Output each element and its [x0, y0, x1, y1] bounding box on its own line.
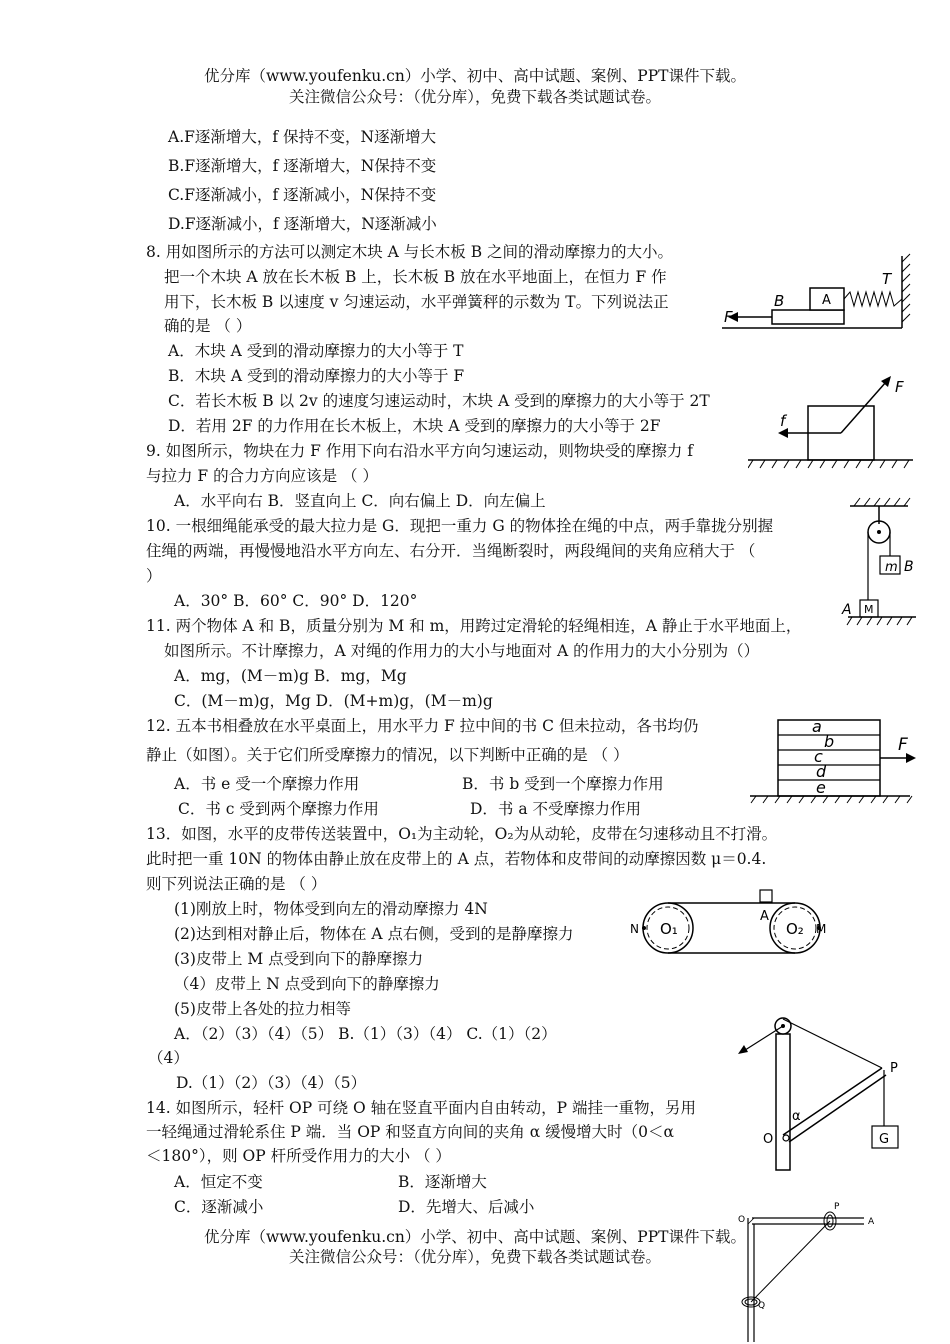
q14-stem-1: 14. 如图所示，轻杆 OP 可绕 O 轴在竖直平面内自由转动，P 端挂一重物，另用	[146, 1099, 696, 1117]
q10-stem-2: 住绳的两端，再慢慢地沿水平方向左、右分开．当绳断裂时，两段绳间的夹角应稍大于 （	[146, 542, 756, 560]
q13-statement-4: （4）皮带上 N 点受到向下的静摩擦力	[174, 975, 440, 993]
q8-fig-label-b: B	[774, 292, 785, 310]
q13-statement-1: (1)刚放上时，物体受到向左的滑动摩擦力 4N	[174, 900, 488, 918]
q12-fig-label-b: b	[824, 732, 835, 751]
q14-fig-label-o: O	[763, 1132, 774, 1147]
q13-statement-3: (3)皮带上 M 点受到向下的静摩擦力	[174, 950, 424, 968]
q12-option-d: D．书 a 不受摩擦力作用	[470, 800, 642, 818]
q8-option-d: D．若用 2F 的力作用在长木板上，木块 A 受到的摩擦力的大小等于 2F	[168, 417, 661, 435]
q13-figure	[630, 888, 830, 956]
q8-stem-1: 8. 用如图所示的方法可以测定木块 A 与长木板 B 之间的滑动摩擦力的大小。	[146, 243, 674, 261]
footer-line-1: 优分库（www.youfenku.cn）小学、初中、高中试题、案例、PPT课件下载。	[203, 1228, 747, 1246]
q13-statement-5: (5)皮带上各处的拉力相等	[174, 1000, 351, 1018]
q11-fig-label-b: B	[904, 559, 914, 575]
q14-option-d: D．先增大、后减小	[398, 1198, 535, 1216]
q15-figure	[734, 1198, 884, 1342]
q13-options-2: D.（1）（2）（3）（4）（5）	[176, 1074, 367, 1092]
q14-option-c: C．逐渐减小	[174, 1198, 264, 1216]
q12-option-a: A．书 e 受一个摩擦力作用	[174, 775, 360, 793]
q13-fig-label-o1: O₁	[660, 920, 678, 938]
q12-fig-label-a: a	[812, 717, 822, 736]
q12-option-c: C．书 c 受到两个摩擦力作用	[178, 800, 379, 818]
q8-fig-label-a: A	[822, 293, 831, 308]
q8-figure	[722, 252, 912, 334]
q11-fig-label-big-m: M	[864, 603, 874, 616]
q12-fig-label-e: e	[816, 778, 826, 797]
q8-stem-4: 确的是 （ ）	[164, 317, 252, 335]
q13-fig-label-m: M	[816, 922, 827, 936]
q8-stem-3: 用下，长木板 B 以速度 v 匀速运动，水平弹簧秤的示数为 T。下列说法正	[164, 293, 669, 311]
q8-option-c: C．若长木板 B 以 2v 的速度匀速运动时，木块 A 受到的摩擦力的大小等于 2T	[168, 392, 710, 410]
q9-stem-2: 与拉力 F 的合力方向应该是 （ ）	[146, 467, 378, 485]
q13-statement-2: (2)达到相对静止后，物体在 A 点右侧，受到的是静摩擦力	[174, 925, 574, 943]
q12-fig-label-c: c	[814, 747, 823, 766]
q8-option-a: A．木块 A 受到的滑动摩擦力的大小等于 T	[168, 342, 464, 360]
q13-stem-1: 13．如图，水平的皮带传送装置中，O₁为主动轮，O₂为从动轮，皮带在匀速移动且不打滑。	[146, 825, 778, 843]
q10-stem-1: 10. 一根细绳能承受的最大拉力是 G．现把一重力 G 的物体拴在绳的中点，两手靠拢分别握	[146, 517, 774, 535]
q11-stem-1: 11. 两个物体 A 和 B，质量分别为 M 和 m，用跨过定滑轮的轻绳相连，A 静止于水平地面上，	[146, 617, 802, 635]
q14-figure	[732, 1010, 912, 1172]
q11-fig-label-m: m	[885, 560, 898, 575]
q13-stem-2: 此时把一重 10N 的物体由静止放在皮带上的 A 点，若物体和皮带间的动摩擦因数 μ＝0.4.	[146, 850, 767, 868]
q9-stem-1: 9. 如图所示，物块在力 F 作用下向右沿水平方向匀速运动，则物块受的摩擦力 f	[146, 442, 693, 460]
q11-fig-label-a: A	[842, 602, 852, 618]
q15-fig-label-o: O	[738, 1215, 746, 1225]
q11-options-1: A．mg，(M－m)g B．mg，Mg	[174, 667, 407, 685]
footer-line-2: 关注微信公众号：（优分库），免费下载各类试题试卷。	[288, 1248, 661, 1266]
q11-options-2: C．(M－m)g，Mg D．(M+m)g，(M－m)g	[174, 692, 493, 710]
q15-fig-label-a: A	[868, 1217, 875, 1227]
q10-options: A．30° B．60° C．90° D．120°	[174, 592, 418, 610]
q7-option-d: D.F逐渐减小，f 逐渐增大，N逐渐减小	[168, 215, 437, 233]
q14-stem-3: ＜180°），则 OP 杆所受作用力的大小 （ ）	[146, 1147, 451, 1165]
q7-option-c: C.F逐渐减小，f 逐渐减小，N保持不变	[168, 186, 437, 204]
header-line-1: 优分库（www.youfenku.cn）小学、初中、高中试题、案例、PPT课件下载。	[203, 67, 747, 85]
q14-stem-2: 一轻绳通过滑轮系住 P 端．当 OP 和竖直方向间的夹角 α 缓慢增大时（0＜α	[146, 1123, 674, 1141]
q14-fig-label-g: G	[879, 1132, 890, 1147]
q14-fig-label-p: P	[890, 1061, 898, 1076]
q9-fig-label-f-upper: F	[895, 378, 904, 396]
q12-fig-label-d: d	[816, 762, 827, 781]
q14-fig-label-alpha: α	[792, 1109, 801, 1124]
q9-fig-label-f-lower: f	[780, 412, 786, 430]
q13-fig-label-o2: O₂	[786, 920, 804, 938]
q13-fig-label-n: N	[630, 922, 639, 936]
q7-option-b: B.F逐渐增大，f 逐渐增大，N保持不变	[168, 157, 437, 175]
q8-option-b: B．木块 A 受到的滑动摩擦力的大小等于 F	[168, 367, 465, 385]
q12-stem-2: 静止（如图）。关于它们所受摩擦力的情况，以下判断中正确的是 （ ）	[146, 746, 629, 764]
q13-options-1: A．（2）（3）（4）（5） B.（1）（3）（4） C.（1）（2）	[174, 1025, 557, 1043]
q14-option-b: B．逐渐增大	[398, 1173, 487, 1191]
q9-options: A．水平向右 B．竖直向上 C．向右偏上 D．向左偏上	[174, 492, 546, 510]
q7-option-a: A.F逐渐增大，f 保持不变，N逐渐增大	[168, 128, 437, 146]
header-line-2: 关注微信公众号：（优分库），免费下载各类试题试卷。	[288, 88, 661, 106]
q8-fig-label-f: F	[724, 308, 733, 326]
q12-fig-label-f: F	[898, 735, 908, 755]
q13-fig-label-a: A	[760, 909, 769, 924]
q13-options-1-cont: （4）	[148, 1049, 189, 1067]
q12-figure	[750, 712, 922, 806]
q8-stem-2: 把一个木块 A 放在长木板 B 上，长木板 B 放在水平地面上，在恒力 F 作	[164, 268, 667, 286]
q14-option-a: A．恒定不变	[174, 1173, 263, 1191]
q8-fig-label-t: T	[882, 270, 892, 288]
q10-stem-3: ）	[146, 567, 162, 585]
q12-option-b: B．书 b 受到一个摩擦力作用	[462, 775, 664, 793]
q15-fig-label-q: Q	[758, 1301, 766, 1311]
q12-stem-1: 12. 五本书相叠放在水平桌面上，用水平力 F 拉中间的书 C 但未拉动，各书均仍	[146, 717, 699, 735]
q13-stem-3: 则下列说法正确的是 （ ）	[146, 875, 327, 893]
q9-figure	[748, 370, 918, 470]
q15-fig-label-p: P	[834, 1202, 840, 1212]
q11-figure	[836, 494, 918, 630]
q11-stem-2: 如图所示。不计摩擦力，A 对绳的作用力的大小与地面对 A 的作用力的大小分别为（）	[164, 642, 760, 660]
